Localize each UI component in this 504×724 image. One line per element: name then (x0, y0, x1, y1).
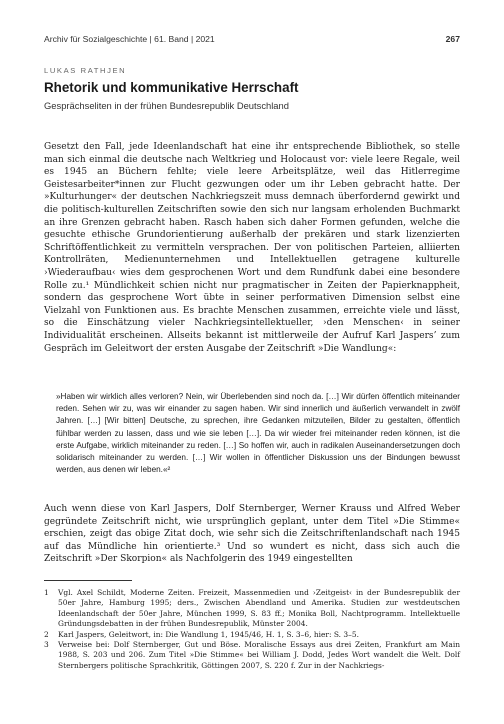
footnote-2 (44, 630, 460, 640)
footnotes (44, 588, 460, 671)
footnote-text: Vgl. Axel Schildt, Moderne Zeiten. Freizeit, Massenmedien und ›Zeitgeist‹ in der Bundesrepublik der 50er Jahre, Hamburg 1995; ders., Zwischen Abendland und Amerika. Studien zur westdeutschen Ideenlandschaft der 50er Jahre, München 1999, S. 83 ff.; Monika Boll, Nachtprogramm. Intellektuelle Gründungsdebatten in der frühen Bundesrepublik, Münster 2004. (58, 588, 460, 629)
footnote-number: 1 (44, 588, 49, 597)
footnote-text: Karl Jaspers, Geleitwort, in: Die Wandlung 1, 1945/46, H. 1, S. 3–6, hier: S. 3–5. (58, 629, 359, 639)
page-number: 267 (445, 34, 460, 44)
journal-info: Archiv für Sozialgeschichte | 61. Band | 2021 (44, 34, 215, 44)
article-subtitle: Gesprächseliten in der frühen Bundesrepublik Deutschland (44, 100, 289, 111)
block-quote: »Haben wir wirklich alles verloren? Nein, wir Überlebenden sind noch da. […] Wir dürfen öffentlich miteinander reden. Sehen wir zu, was wir einander zu sagen haben. Wir sind innerlich und äußerlich verwandelt in zwölf Jahren. […] [Wir bitten] Deutsche, zu sprechen, ihre Gedanken mitzuteilen, Bilder zu gestalten, öffentlich fühlbar werden zu lassen, dass und wie sie leben […]. Da wir wieder frei miteinander reden können, ist die erste Aufgabe, wirklich miteinander zu reden. […] So hoffen wir, auch in radikalen Auseinandersetzungen doch solidarisch miteinander zu werden. […] Wir wollen in öffentlicher Diskussion uns der Bindungen bewusst werden, aus denen wir leben.«² (56, 392, 460, 475)
footnote-text: Verweise bei: Dolf Sternberger, Gut und Böse. Moralische Essays aus drei Zeiten, Frankfurt am Main 1988, S. 203 und 206. Zum Titel »Die Stimme« bei William J. Dodd, Jedes Wort wandelt die Welt. Dolf Sternbergers politische Sprachkritik, Göttingen 2007, S. 220 f. Zur in der Nachkriegs- (58, 640, 460, 670)
author-name: LUKAS RATHJEN (44, 66, 127, 75)
footnote-number: 2 (44, 629, 49, 639)
footnote-3 (44, 640, 460, 671)
body-paragraph-1: Gesetzt den Fall, jede Ideenlandschaft hat eine ihr entsprechende Bibliothek, so stelle man sich einmal die deutsche nach Weltkrieg und Holocaust vor: viele leere Regale, weil es 1945 an Büchern fehlte; viele leere Arbeitsplätze, weil das Hitlerregime Geistesarbeiter*innen zur Flucht gezwungen oder um ihr Leben gebracht hatte. Der »Kulturhunger« der deutschen Nachkriegszeit muss demnach überfordernd gewirkt und die politisch-kulturellen Zeitschriften sowie den sich nur langsam erholenden Buchmarkt an ihre Grenzen gebracht haben. Rasch haben sich daher Formen gefunden, welche die gesuchte ethische Grundorientierung außerhalb der prekären und stark lizenzierten Schriftöffentlichkeit zu vermitteln versprachen. Der von politischen Parteien, alliierten Kontrollräten, Medienunternehmen und Intellektuellen getragene kulturelle ›Wiederaufbau‹ wies dem gesprochenen Wort und dem Rundfunk dabei eine besondere Rolle zu.¹ Mündlichkeit schien nicht nur pragmatischer in Zeiten der Papierknappheit, sondern das gesprochene Wort übte in seiner performativen Dimension selbst eine Vielzahl von Funktionen aus. Es brachte Menschen zusammen, erreichte viele und lässt, so die Einschätzung vieler Nachkriegsintellektueller, ›den Menschen‹ in seiner Individualität erscheinen. Allseits bekannt ist mittlerweile der Aufruf Karl Jaspers’ zum Gespräch im Geleitwort der ersten Ausgabe der Zeitschrift »Die Wandlung«: (44, 142, 460, 354)
running-head (44, 34, 460, 44)
footnote-number: 3 (44, 640, 49, 650)
article-title: Rhetorik und kommunikative Herrschaft (44, 80, 299, 95)
footnote-1 (44, 588, 460, 630)
footnote-divider (44, 580, 132, 581)
body-paragraph-2: Auch wenn diese von Karl Jaspers, Dolf Sternberger, Werner Krauss und Alfred Weber gegründete Zeitschrift nicht, wie ursprünglich geplant, unter dem Titel »Die Stimme« erschien, zeigt das obige Zitat doch, wie sehr sich die Zeitschriftenlandschaft nach 1945 auf das Mündliche hin orientierte.³ Und so wundert es nicht, dass sich auch die Zeitschrift »Der Skorpion« als Nachfolgerin des 1949 eingestellten (44, 504, 460, 565)
